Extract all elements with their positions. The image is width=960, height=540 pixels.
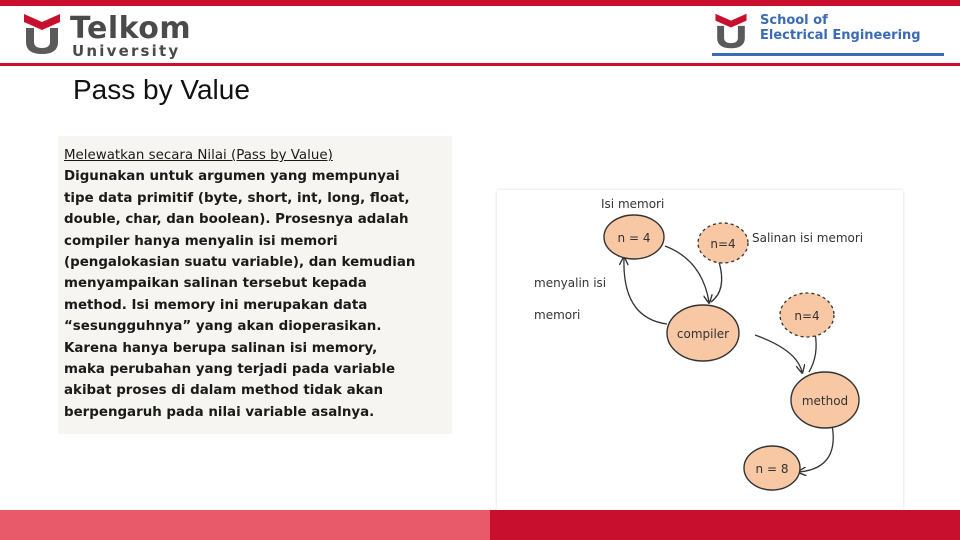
diagram-canvas — [497, 190, 903, 510]
footer-bar — [0, 510, 960, 540]
explanation-line: tipe data primitif (byte, short, int, long, float, — [64, 190, 410, 206]
explanation-panel — [58, 136, 452, 434]
footer-bar-light-segment — [0, 510, 490, 540]
explanation-line: akibat proses di dalam method tidak akan — [64, 383, 384, 399]
logo-name: Telkom — [70, 11, 192, 46]
edge-compiler-to-method — [755, 335, 802, 372]
edge-memory-to-copy — [665, 246, 709, 302]
explanation-line: maka perubahan yang terjadi pada variable — [64, 362, 396, 378]
slide-title: Pass by Value — [73, 74, 250, 105]
explanation-line: berpengaruh pada nilai variable asalnya. — [64, 404, 375, 420]
node-method-copy-label: n=4 — [794, 309, 820, 323]
edge-copy-to-compiler — [711, 262, 722, 302]
logo-subtitle: University — [72, 42, 181, 60]
telkom-emblem-icon — [22, 12, 62, 56]
node-original-variable-label: n = 4 — [617, 231, 651, 245]
explanation-line: “sesungguhnya” yang akan dioperasikan. — [64, 319, 382, 335]
explanation-line: Karena hanya berupa salinan isi memory, — [64, 340, 378, 356]
node-compiler-label: compiler — [676, 327, 730, 341]
school-line-1: School of — [760, 13, 828, 28]
school-of-electrical-engineering-logo — [712, 12, 948, 58]
explanation-line: (pengalokasian suatu variable), dan kemudian — [64, 255, 416, 271]
edge-copy2-to-method — [809, 333, 816, 372]
node-result-variable-label: n = 8 — [755, 462, 789, 476]
telkom-emblem-icon — [712, 12, 750, 50]
explanation-line: menyampaikan salinan tersebut kepada — [64, 276, 367, 292]
telkom-university-logo — [22, 12, 212, 60]
top-accent-bar — [0, 0, 960, 6]
explanation-line: double, char, dan boolean). Prosesnya adalah — [64, 212, 409, 228]
explanation-body — [64, 166, 446, 423]
label-copying-memory-1: menyalin isi — [534, 276, 607, 290]
node-method-label: method — [801, 394, 849, 408]
node-memory-copy-label: n=4 — [710, 237, 736, 251]
header-divider — [0, 63, 960, 66]
explanation-line: compiler hanya menyalin isi memori — [64, 233, 338, 249]
label-memory-content: Isi memori — [601, 197, 665, 211]
explanation-line: Digunakan untuk argumen yang mempunyai — [64, 169, 400, 185]
pass-by-value-diagram — [497, 190, 903, 510]
label-memory-copy: Salinan isi memori — [752, 231, 864, 245]
explanation-heading: Melewatkan secara Nilai (Pass by Value) — [64, 148, 333, 163]
label-copying-memory-2: memori — [534, 308, 581, 322]
school-line-2: Electrical Engineering — [760, 28, 921, 43]
edge-compiler-to-source — [624, 258, 667, 324]
school-logo-underline — [712, 53, 944, 56]
explanation-line: method. Isi memory ini merupakan data — [64, 297, 368, 313]
